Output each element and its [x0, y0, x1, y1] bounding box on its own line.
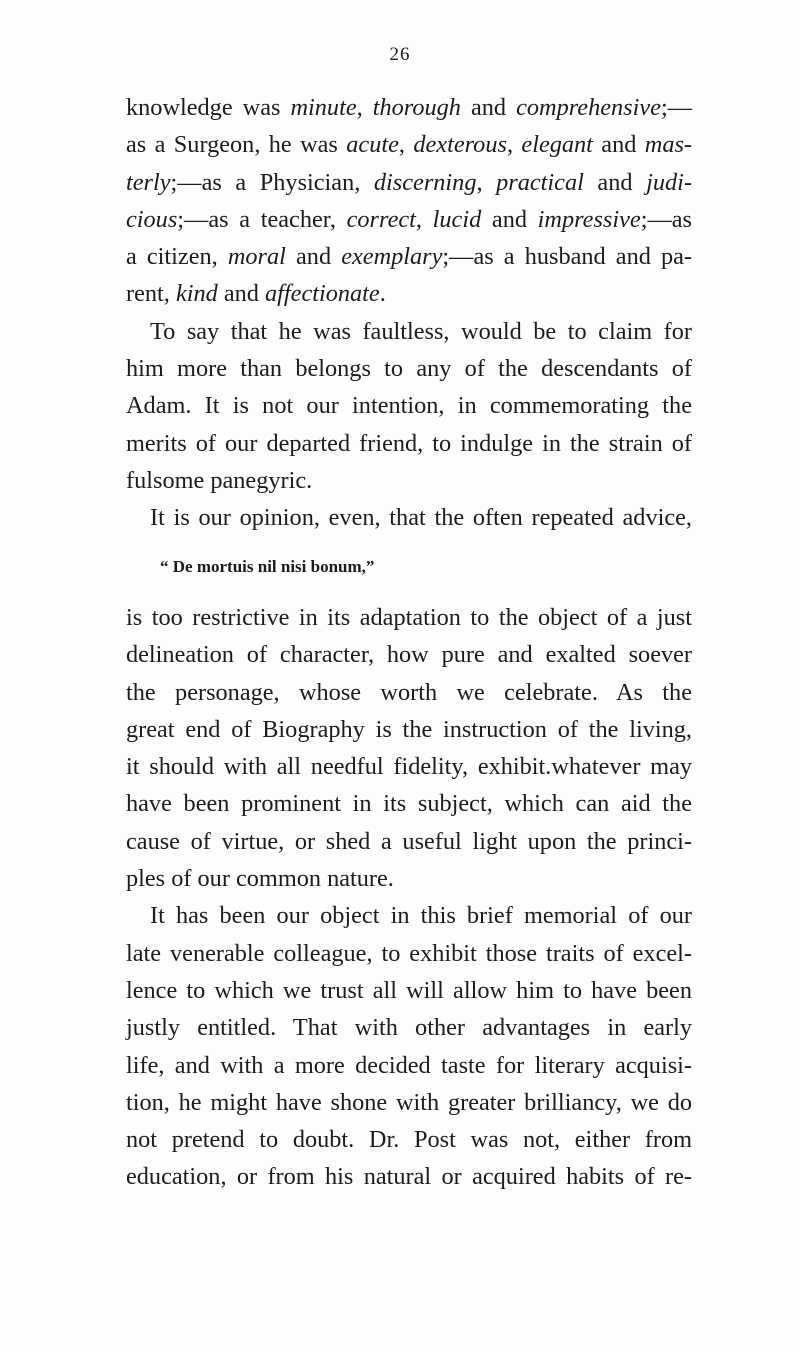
text-line: ples of our common nature.	[126, 865, 394, 893]
text-line: delineation of character, how pure and exalted soever	[126, 641, 692, 669]
text-line: education, or from his natural or acquired habits of re-	[126, 1163, 692, 1191]
text-line: life, and with a more decided taste for literary acquisi-	[126, 1051, 692, 1079]
main-text-lower	[126, 599, 692, 1196]
text-line: terly;—as a Physician, discerning, practical and judi-	[126, 168, 692, 196]
text-line: justly entitled. That with other advantages in early	[126, 1014, 692, 1042]
latin-quotation: “ De mortuis nil nisi bonum,”	[160, 557, 375, 576]
text-line: him more than belongs to any of the descendants of	[126, 355, 692, 383]
text-line: knowledge was minute, thorough and comprehensive;—	[126, 94, 693, 121]
text-line: lence to which we trust all will allow him to have been	[126, 976, 692, 1004]
text-line: is too restrictive in its adaptation to the object of a just	[126, 604, 692, 631]
text-line: as a Surgeon, he was acute, dexterous, elegant and mas-	[126, 131, 693, 159]
text-line: To say that he was faultless, would be to claim for	[150, 317, 692, 345]
text-line: cause of virtue, or shed a useful light upon the princi-	[126, 827, 692, 855]
text-line: the personage, whose worth we celebrate. As the	[126, 678, 692, 706]
text-line: not pretend to doubt. Dr. Post was not, either from	[126, 1126, 692, 1154]
text-line: Adam. It is not our intention, in commemorating the	[126, 392, 692, 420]
text-line: a citizen, moral and exemplary;—as a husband and pa-	[126, 243, 693, 271]
text-line: have been prominent in its subject, which can aid the	[126, 790, 692, 818]
text-line: cious;—as a teacher, correct, lucid and impressive;—as	[126, 205, 692, 233]
text-line: rent, kind and affectionate.	[126, 280, 386, 308]
text-line: fulsome panegyric.	[126, 466, 313, 494]
text-line: It has been our object in this brief memorial of our	[150, 902, 692, 930]
text-line: merits of our departed friend, to indulge in the strain of	[126, 429, 692, 457]
text-line: tion, he might have shone with greater brilliancy, we do	[126, 1088, 692, 1116]
text-line: great end of Biography is the instruction of the living,	[126, 715, 692, 743]
main-text-upper	[126, 89, 692, 537]
text-line: it should with all needful fidelity, exhibit.whatever may	[126, 753, 692, 781]
text-line: It is our opinion, even, that the often repeated advice,	[150, 504, 692, 532]
text-line: late venerable colleague, to exhibit those traits of excel-	[126, 939, 692, 967]
page-number: 26	[389, 44, 411, 65]
